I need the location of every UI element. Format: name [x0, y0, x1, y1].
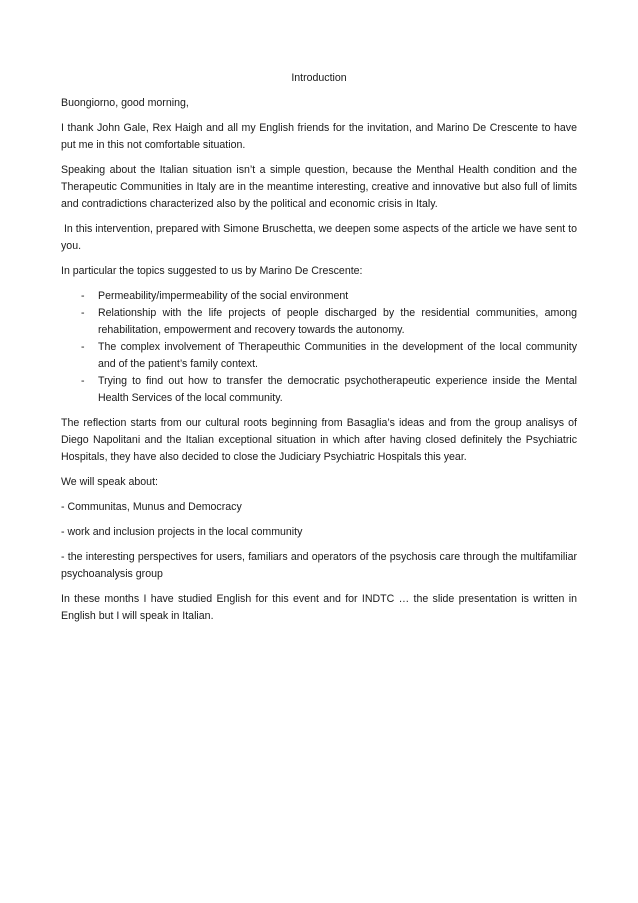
topic-text: The complex involvement of Therapeuthic Communities in the development of the local community and of the patient’s family context.: [98, 341, 577, 370]
topic-item: [61, 288, 577, 305]
speak-about-paragraph: We will speak about:: [61, 476, 158, 488]
greeting-paragraph: Buongiorno, good morning,: [61, 97, 189, 109]
intervention-paragraph: In this intervention, prepared with Simone Bruschetta, we deepen some aspects of the article we have sent to you.: [61, 223, 580, 252]
topics-intro-paragraph: In particular the topics suggested to us by Marino De Crescente:: [61, 265, 363, 277]
list-dash: -: [81, 375, 85, 387]
topic-item: [61, 305, 577, 339]
list-dash: -: [81, 290, 85, 302]
topic-text: Permeability/impermeability of the social environment: [98, 290, 349, 302]
closing-paragraph: In these months I have studied English for this event and for INDTC … the slide presentation is written in English but I will speak in Italian.: [61, 593, 577, 622]
document-title: Introduction: [291, 72, 347, 84]
topics-list: [61, 288, 577, 407]
topic-item: [61, 373, 577, 407]
reflection-paragraph: The reflection starts from our cultural roots beginning from Basaglia’s ideas and from the group analisys of Diego Napolitani and the Italian exceptional situation in which after having closed definitely the Psychiatric Hospitals, they have also decided to close the Judiciary Psychiatric Hospitals this year.: [61, 417, 577, 463]
list-dash: -: [81, 341, 85, 353]
document-page: [61, 70, 580, 633]
point-work-inclusion: - work and inclusion projects in the local community: [61, 526, 303, 538]
italian-situation-paragraph: Speaking about the Italian situation isn’t a simple question, because the Menthal Health condition and the Therapeutic Communities in Italy are in the meantime interesting, creative and innovative but also full of limits and contradictions characterized also by the political and economic crisis in Italy.: [61, 164, 577, 210]
point-perspectives: - the interesting perspectives for users, familiars and operators of the psychosis care through the multifamiliar psychoanalysis group: [61, 551, 577, 580]
topic-item: [61, 339, 577, 373]
point-communitas: - Communitas, Munus and Democracy: [61, 501, 242, 513]
thanks-paragraph: I thank John Gale, Rex Haigh and all my English friends for the invitation, and Marino De Crescente to have put me in this not comfortable situation.: [61, 122, 577, 151]
list-dash: -: [81, 307, 85, 319]
topic-text: Trying to find out how to transfer the democratic psychotherapeutic experience inside the Mental Health Services of the local community.: [98, 375, 577, 404]
topic-text: Relationship with the life projects of people discharged by the residential communities, among rehabilitation, empowerment and recovery towards the autonomy.: [98, 307, 577, 336]
